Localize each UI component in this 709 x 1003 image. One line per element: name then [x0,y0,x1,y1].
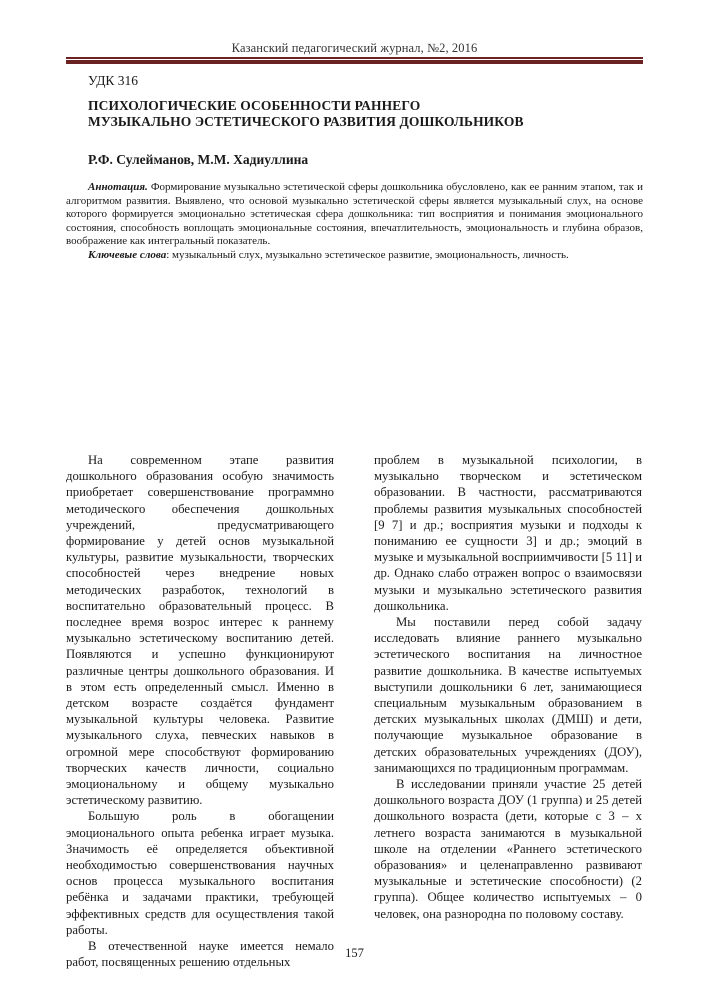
body-paragraph: В отечественной науке имеется немало работ, посвященных решению отдельных [66,939,334,970]
body-column-right [374,452,642,922]
abstract-label: Аннотация. [88,181,148,193]
body-paragraph: В исследовании приняли участие 25 детей дошкольного возраста ДОУ (1 группа) и 25 детей дошкольного возраста (дети, которые с 3 – х летнего возраста занимаются в музыкальной школе на отделении «Раннего эстетического образования» и целенаправленно развивают музыкальные и эстетические способности) (2 группа). Общее количество испытуемых – 0 человек, она разнородна по половому составу. [374,777,642,921]
body-paragraph: Мы поставили перед собой задачу исследовать влияние раннего музыкально эстетического воспитания на личностное развитие дошкольника. В качестве испытуемых выступили дошкольники 6 лет, занимающиеся специальным музыкальным образованием в детских музыкальных школах (ДМШ) и дети, получающие музыкальное образование в детских образовательных учреждениях (ДОУ), занимающихся по традиционным программам. [374,615,642,775]
body-paragraph: На современном этапе развития дошкольного образования особую значимость приобретает совершенствование программно методического обеспечения дошкольных учреждений, предусматривающего формирование у детей основ музыкальной культуры, развитие музыкальности, творческих способностей через внедрение новых методических разработок, технологий в воспитательно образовательный процесс. В последнее время возрос интерес к раннему музыкально эстетическому воспитанию детей. Появляются и успешно функционируют различные центры дошкольного образования. И в этом есть определенный смысл. Именно в детском возрасте создаётся фундамент музыкальной культуры человека. Развитие музыкального слуха, певческих навыков в огромной мере способствуют формированию творческих качеств личности, социально эмоциональному и общему музыкально эстетическому развитию. [66,453,334,808]
body-paragraph: Большую роль в обогащении эмоционального опыта ребенка играет музыка. Значимость её определяется объективной необходимостью совершенствования научных основ процесса музыкального воспитания ребёнка и задачами практики, требующей эффективных средств для осуществления такой работы. [66,809,334,937]
header-rule-thin [66,57,643,59]
body-paragraph-continued: проблем в музыкальной психологии, в музыкально творческом и эстетическом образовании. В частности, рассматриваются проблемы развития музыкальных способностей [9 7] и др.; восприятия музыки и подходы к пониманию ее сущности 3] и др.; эмоций в музыке и музыкальной восприимчивости [5 11] и др. Однако слабо отражен вопрос о взаимосвязи музыки и музыкально эстетического развития дошкольника. [374,453,642,613]
keywords-label: Ключевые слова [88,248,167,261]
abstract-paragraph [66,181,643,249]
abstract-block [66,181,643,263]
keywords-paragraph [66,249,643,263]
abstract-text: Формирование музыкально эстетической сферы дошкольника обусловлено, как ее ранним этапом, так и алгоритмом развития. Выявлено, что основой музыкально эстетической сферы является музыкальный слух, на основе которого формируется эмоционально эстетическая сфера дошкольника: тип восприятия и понимания эмоционального состояния, способность воплощать эмоциональные состояния, впечатлительность, эмоциональность и глубина образов, воображение как интегральный показатель. [66,181,643,248]
title-line-2: МУЗЫКАЛЬНО ЭСТЕТИЧЕСКОГО РАЗВИТИЯ ДОШКОЛЬНИКОВ [88,114,524,129]
header-rule-thick [66,60,643,64]
running-head: Казанский педагогический журнал, №2, 2016 [231,41,478,55]
title-line-1: ПСИХОЛОГИЧЕСКИЕ ОСОБЕННОСТИ РАННЕГО [88,98,421,113]
page-number: 157 [345,946,364,960]
udk-code: УДК 316 [88,73,139,88]
keywords-text: : музыкальный слух, музыкально эстетическое развитие, эмоциональность, личность. [166,248,569,261]
authors: Р.Ф. Сулейманов, М.М. Хадиуллина [88,152,309,167]
article-title [88,98,524,130]
body-column-left [66,452,334,971]
